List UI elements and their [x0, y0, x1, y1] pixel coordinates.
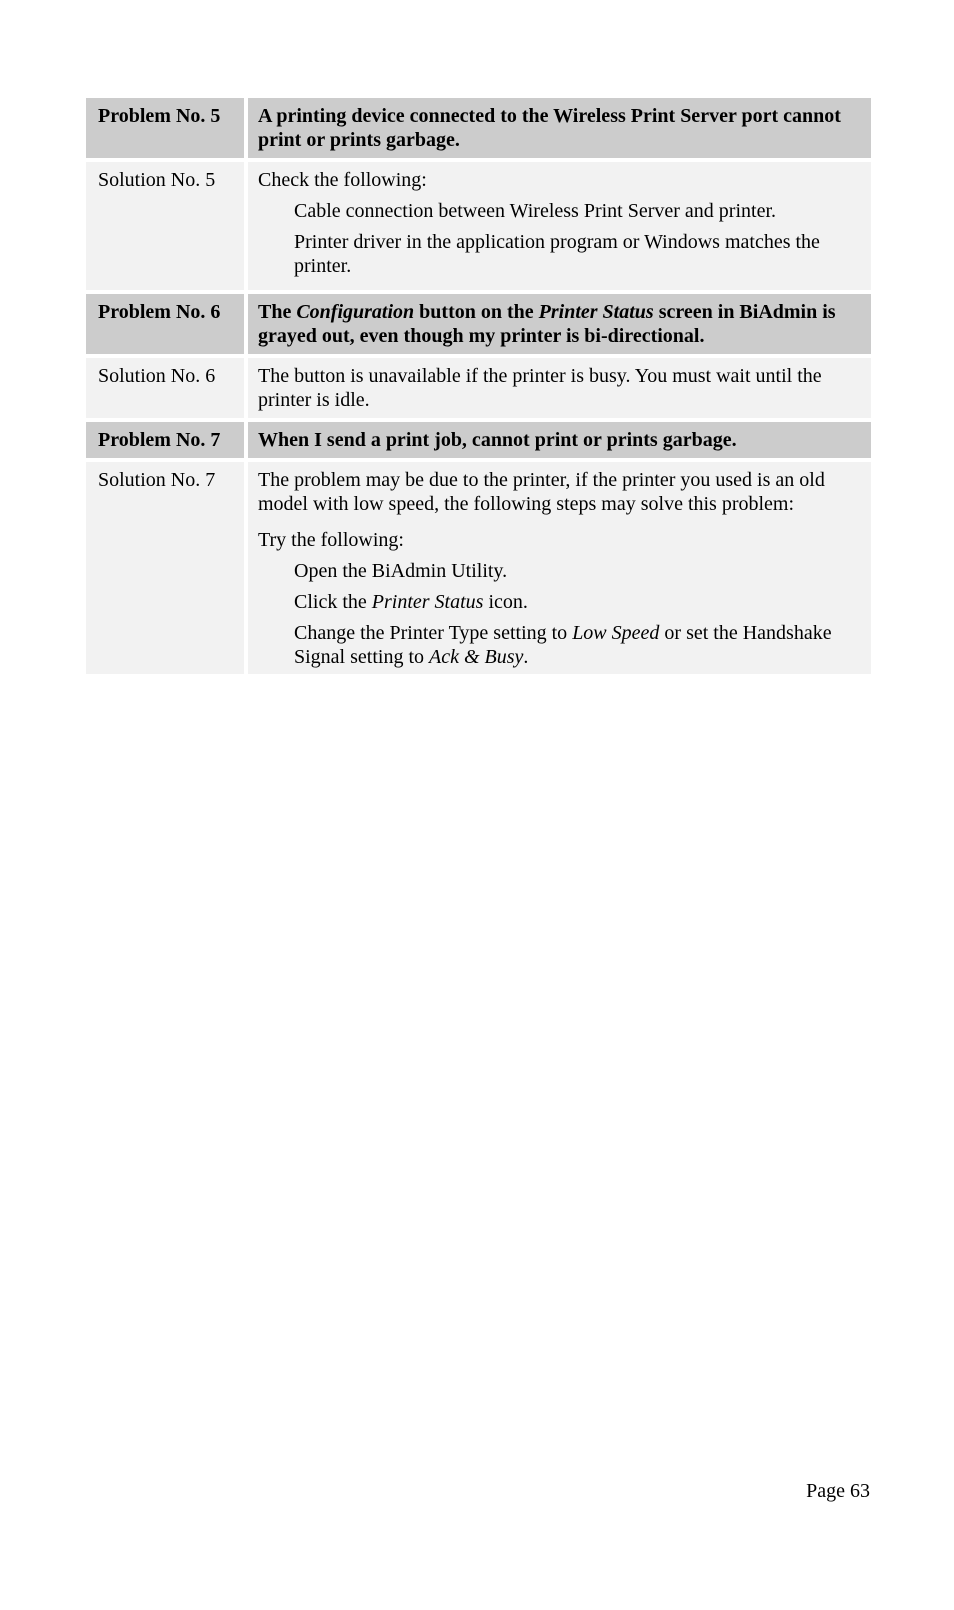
problem-row-5: [86, 98, 871, 158]
troubleshooting-table: [86, 98, 871, 678]
list-item: Cable connection between Wireless Print Server and printer.: [294, 200, 777, 222]
solution-content: [248, 462, 871, 674]
solution-label: Solution No. 6: [86, 358, 244, 418]
problem-row-6: [86, 294, 871, 354]
solution-intro: Check the following:: [258, 169, 427, 191]
list-item: Click the Printer Status icon.: [294, 591, 528, 613]
solution-text: The button is unavailable if the printer is busy. You must wait until the printer is idle.: [248, 358, 871, 418]
problem-label: Problem No. 7: [86, 422, 244, 458]
problem-label: Problem No. 5: [86, 98, 244, 158]
list-item: Printer driver in the application program or Windows matches the printer.: [294, 231, 820, 277]
problem-text: A printing device connected to the Wireless Print Server port cannot print or prints garbage.: [248, 98, 871, 158]
problem-row-7: [86, 422, 871, 458]
list-item: Change the Printer Type setting to Low Speed or set the Handshake Signal setting to Ack & Busy.: [294, 622, 832, 668]
solution-row-5: [86, 162, 871, 290]
solution-content: [248, 162, 871, 290]
solution-text: The problem may be due to the printer, if the printer you used is an old model with low speed, the following steps may solve this problem:: [258, 469, 825, 515]
list-item: Open the BiAdmin Utility.: [294, 560, 508, 582]
solution-row-7: [86, 462, 871, 674]
problem-text: When I send a print job, cannot print or prints garbage.: [248, 422, 871, 458]
solution-label: Solution No. 5: [86, 162, 244, 290]
problem-text: The Configuration button on the Printer Status screen in BiAdmin is grayed out, even though my printer is bi-directional.: [248, 294, 871, 354]
solution-label: Solution No. 7: [86, 462, 244, 674]
problem-label: Problem No. 6: [86, 294, 244, 354]
page-number: Page 63: [806, 1480, 870, 1502]
solution-row-6: [86, 358, 871, 418]
solution-intro: Try the following:: [258, 529, 404, 551]
